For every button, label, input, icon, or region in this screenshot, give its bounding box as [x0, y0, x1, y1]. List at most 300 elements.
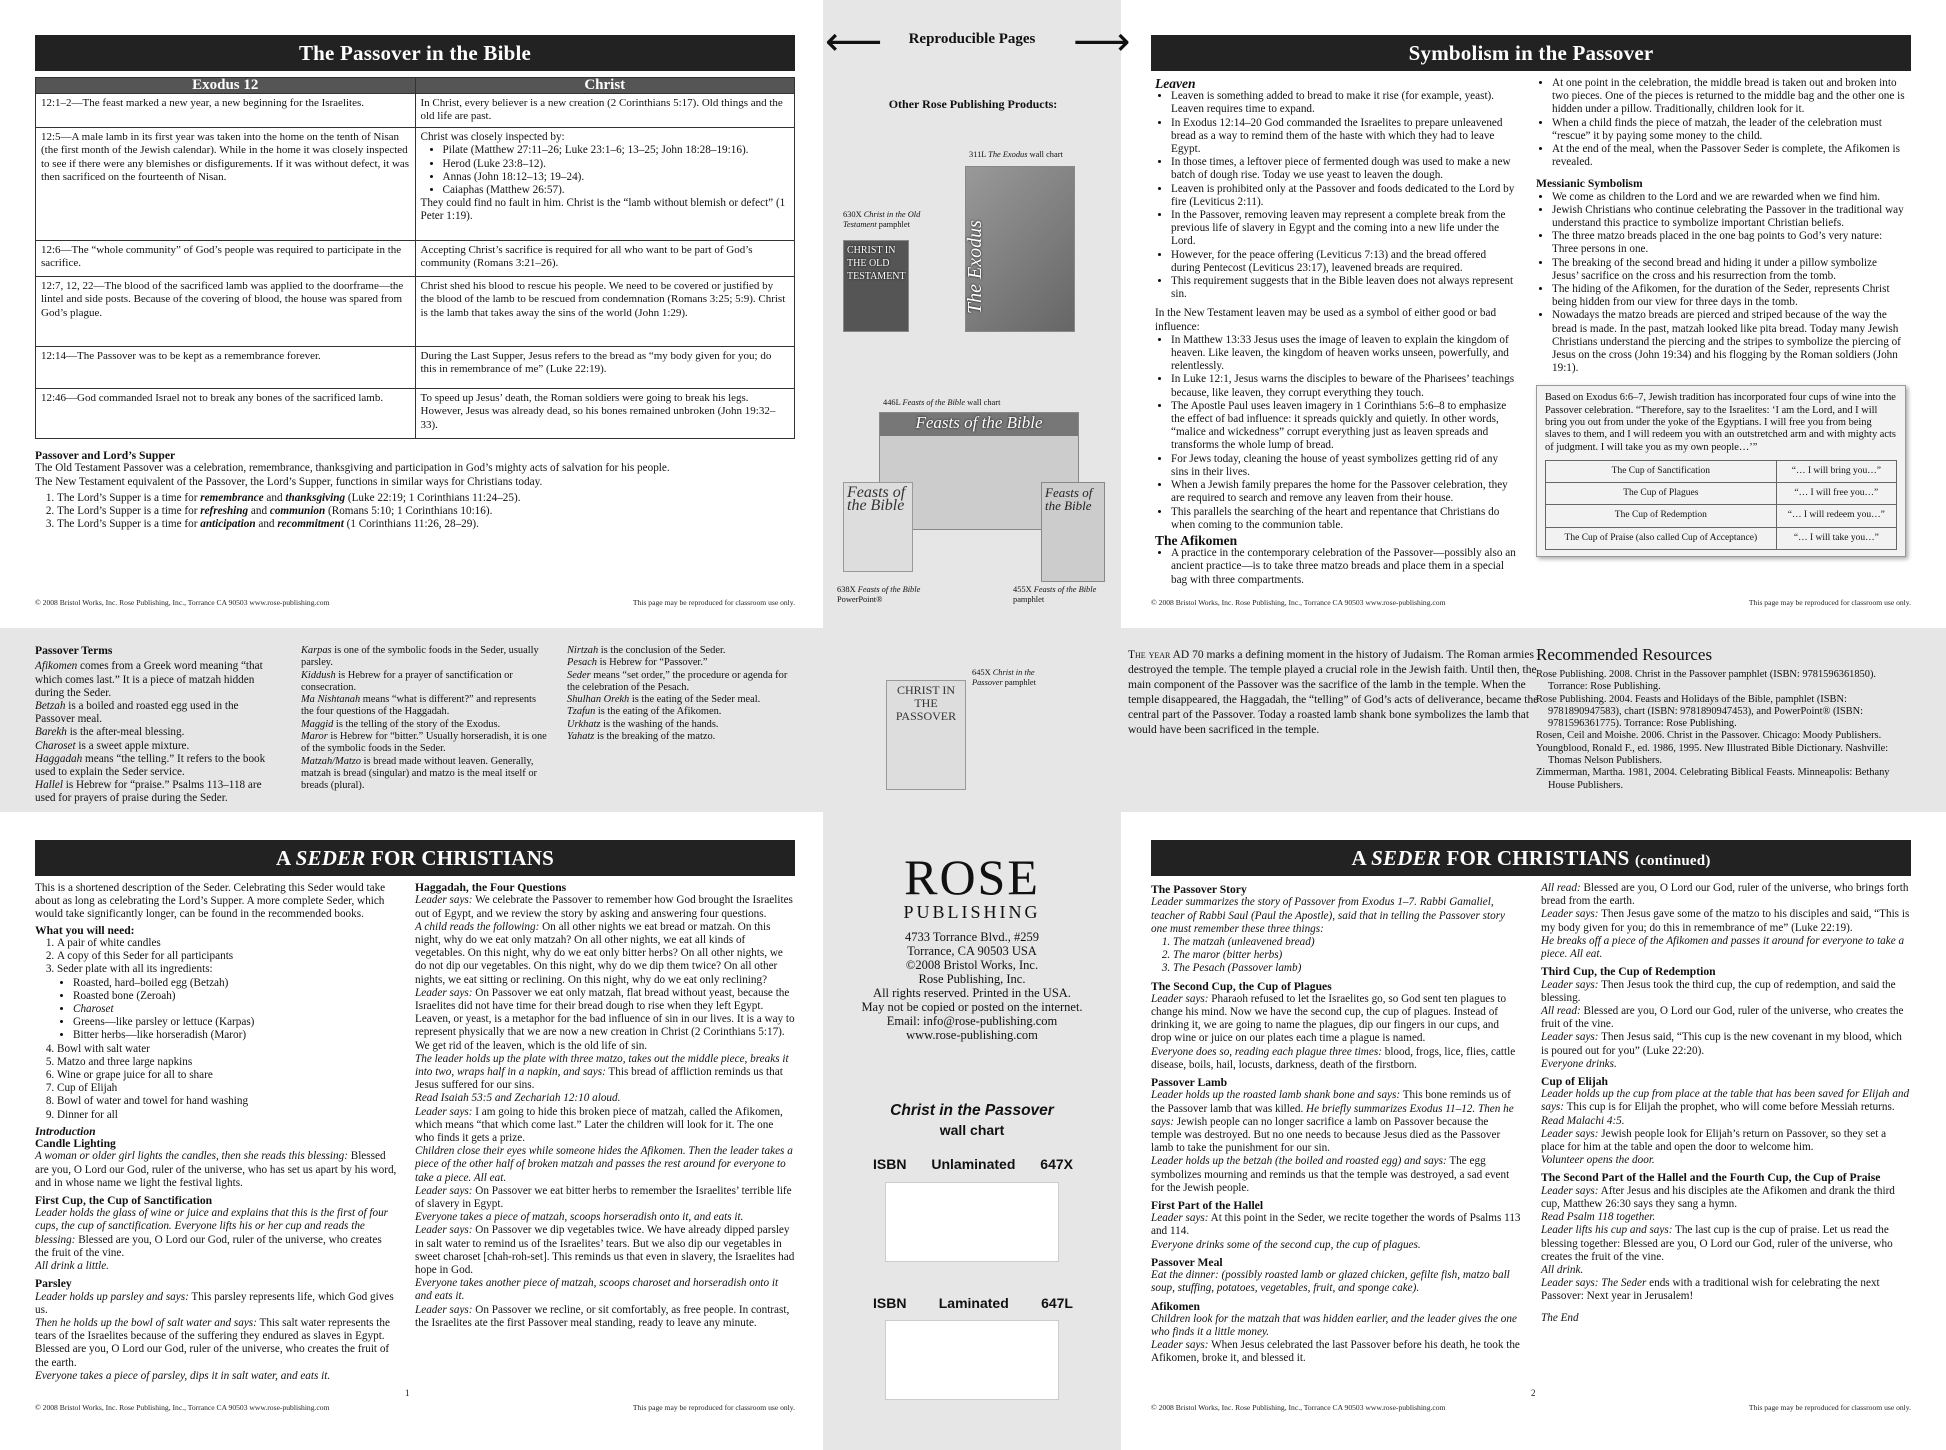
- text: (Luke 22:19; 1 Corinthians 11:24–25).: [345, 491, 521, 504]
- list-item: 6. Wine or grape juice for all to share: [57, 1069, 397, 1082]
- cup-name: The Cup of Redemption: [1546, 505, 1777, 527]
- parsley-text: [35, 1291, 397, 1317]
- reading: Pharaoh refused to let the Israelites go, so God sent ten plagues to change his mind. Now we have the second cup, the cup of plagues. Instead of drinking it, we are going to name the plagues, dip our fingers in our cups, and drop wine or juice on our plates each time a plague is named.: [1151, 992, 1507, 1045]
- direction: All read:: [1541, 882, 1581, 894]
- term-word: Pesach: [567, 657, 598, 669]
- term-def: is the breaking of the matzo.: [594, 731, 716, 743]
- emphasis: refreshing: [200, 505, 249, 518]
- direction: Leader says:: [1151, 1339, 1209, 1352]
- isbn-code: 647X: [1040, 1156, 1073, 1172]
- cup3-heading: Third Cup, the Cup of Redemption: [1541, 965, 1716, 979]
- page-footer: [35, 596, 795, 609]
- term: [567, 731, 795, 743]
- title-part: (continued): [1634, 853, 1711, 869]
- product-cover-455x: [1041, 482, 1105, 582]
- cup1-text: [35, 1207, 397, 1260]
- meal-text: Eat the dinner: (possibly roasted lamb or glazed chicken, gefilte fish, matzo ball soup, stuffing, potatoes, vegetables, fruit, and sponge cake).: [1151, 1269, 1510, 1295]
- direction: Leader says:: [1541, 1031, 1599, 1044]
- direction: Leader says:: [415, 1224, 473, 1237]
- haggadah-step: [415, 1106, 795, 1146]
- barcode-box-unlaminated: [885, 1182, 1059, 1262]
- list-item: • In Matthew 13:33 Jesus uses the image of leaven to explain the kingdom of heaven. Like leaven, the kingdom of heaven works unseen, powerfully, and relentlessly.: [1171, 334, 1517, 374]
- direction: All read:: [1541, 1004, 1581, 1017]
- title-part: FOR CHRISTIANS: [365, 846, 555, 870]
- text: and: [263, 491, 286, 504]
- kind: wall chart: [967, 398, 1001, 407]
- term: [35, 779, 281, 805]
- term: [35, 660, 281, 700]
- text: and: [255, 518, 278, 531]
- seder-page-1: [35, 840, 795, 1420]
- text: The Lord’s Supper is a time for: [57, 505, 201, 518]
- direction: Leader lifts his cup and says:: [1541, 1224, 1673, 1237]
- list-item: [57, 492, 795, 505]
- reading: This parsley represents life, which God gives us.: [35, 1290, 394, 1316]
- terms-column-2: [301, 645, 547, 793]
- cup-name: The Cup of Praise (also called Cup of Acceptance): [1546, 527, 1777, 549]
- isbn-code: 647L: [1041, 1295, 1073, 1311]
- list-item: • At the end of the meal, when the Passover Seder is complete, the Afikomen is revealed.: [1552, 143, 1906, 169]
- needs-list: [35, 937, 397, 1122]
- list-item: [57, 518, 795, 531]
- reading: On Passover we eat bitter herbs to remember the Israelites’ terrible life of slavery in Egypt.: [415, 1184, 792, 1210]
- cover-title: Feasts of the Bible: [915, 413, 1043, 432]
- reading: Then Jesus took the third cup, the cup of redemption, and said the blessing.: [1541, 978, 1896, 1004]
- code: 645X: [972, 668, 991, 677]
- column-header-exodus: Exodus 12: [36, 78, 416, 94]
- table-row: [1546, 460, 1897, 482]
- address-line: Email: info@rose-publishing.com: [886, 1014, 1058, 1028]
- haggadah-step: [415, 1092, 795, 1105]
- messianic-list: [1536, 191, 1906, 376]
- emphasis: communion: [269, 505, 326, 518]
- term: [301, 756, 547, 793]
- cups-table: [1545, 460, 1897, 550]
- term-def: is a sweet apple mixture.: [75, 739, 190, 752]
- text: The Lord’s Supper is a time for: [57, 518, 201, 531]
- term-def: comes from a Greek word meaning “that which comes last.” It is a piece of matzah hidden during the Seder.: [35, 660, 263, 699]
- column-header-christ: Christ: [415, 78, 795, 94]
- reading: Then Jesus said, “This cup is the new covenant in my blood, which is poured out for you” (Luke 22:20).: [1541, 1031, 1902, 1057]
- product-label-455x: [1013, 585, 1113, 605]
- direction: Read Malachi 4:5.: [1541, 1114, 1625, 1127]
- list-item: • A practice in the contemporary celebration of the Passover—possibly also an ancient practice—is to take three matzo breads and place them in a special bag with three compartments.: [1171, 547, 1517, 587]
- inspected-intro: Christ was closely inspected by:: [420, 131, 565, 144]
- term-def: is the after-meal blessing.: [66, 726, 185, 739]
- direction: Everyone takes another piece of matzah, scoops charoset and horseradish onto it and eats it.: [415, 1277, 779, 1303]
- haggadah-heading: Haggadah, the Four Questions: [415, 881, 567, 894]
- term-def: is the telling of the story of the Exodus.: [333, 718, 501, 730]
- direction: Then he holds up the bowl of salt water and says:: [35, 1316, 257, 1329]
- product-label-630x: [843, 210, 923, 230]
- haggadah-step: [415, 1211, 795, 1224]
- product-cover-311l: [965, 166, 1075, 332]
- name: Feasts of the Bible: [857, 585, 921, 594]
- list-item: • Jewish Christians who continue celebrating the Passover in the traditional way understand this practice to symbolize important Christian beliefs.: [1552, 204, 1906, 230]
- lords-supper-p2: The New Testament equivalent of the Passover, the Lord’s Supper, functions in similar ways for Christians today.: [35, 475, 543, 488]
- list-item: 1. The matzah (unleavened bread): [1173, 936, 1521, 949]
- table-row: [1546, 483, 1897, 505]
- step: [1541, 908, 1911, 934]
- reproduce-note: This page may be reproduced for classroom use only.: [632, 1402, 795, 1412]
- resource-item: Rosen, Ceil and Moishe. 2006. Christ in the Passover. Chicago: Moody Publishers.: [1536, 730, 1882, 742]
- nt-intro: In the New Testament leaven may be used as a symbol of either good or bad influence:: [1155, 307, 1497, 333]
- direction: He briefly summarizes Exodus 11–12. Then he says:: [1151, 1102, 1514, 1128]
- chart-subtitle: wall chart: [939, 1122, 1005, 1138]
- page-title: The Passover in the Bible: [35, 35, 795, 71]
- term: [567, 670, 795, 695]
- code: 455X: [1013, 585, 1032, 594]
- seder2-left-column: [1151, 882, 1521, 1366]
- ad70-paragraph: [1128, 648, 1548, 738]
- reading: On Passover we recline, or sit comfortably, as free people. In contrast, the Israelites ate the first Passover meal standing, ready to leave any minute.: [415, 1303, 790, 1329]
- direction: A woman or older girl lights the candles, then she reads this blessing:: [35, 1150, 348, 1163]
- kind: pamphlet: [878, 220, 910, 229]
- cover-title: CHRIST IN THE PASSOVER: [895, 683, 957, 724]
- reproduce-note: This page may be reproduced for classroom use only.: [632, 597, 795, 607]
- direction: Leader says:: [1151, 992, 1209, 1005]
- emphasis: recommitment: [277, 518, 344, 531]
- reproduce-note: This page may be reproduced for classroom use only.: [1748, 597, 1911, 607]
- step: [1151, 993, 1521, 1046]
- title-part: FOR CHRISTIANS: [1441, 846, 1635, 870]
- reproducible-pages: Reproducible Pages: [908, 31, 1036, 47]
- step: [1541, 1088, 1911, 1114]
- cup-quote: “… I will take you…”: [1776, 527, 1896, 549]
- address-line: All rights reserved. Printed in the USA.: [873, 986, 1071, 1000]
- story-heading: The Passover Story: [1151, 883, 1247, 896]
- direction: Everyone drinks.: [1541, 1057, 1617, 1070]
- reading: Jewish people look for Elijah’s return on Passover, so they set a place for him at the table and open the door to welcome him.: [1541, 1127, 1887, 1154]
- kind: wall chart: [1029, 150, 1063, 159]
- page-footer: [35, 1401, 795, 1414]
- list-item: 8. Bowl of water and towel for hand washing: [57, 1095, 397, 1108]
- reading: I am going to hide this broken piece of matzah, called the Afikomen, which means “that which come last.” Later the children will look for it. The one who finds it gets a prize.: [415, 1105, 783, 1144]
- table-row: [36, 94, 795, 128]
- isbn-unlaminated-row: [873, 1158, 1073, 1171]
- term-def: is a boiled and roasted egg used in the Passover meal.: [35, 699, 239, 726]
- recommended-resources: [1536, 645, 1916, 810]
- barcode-box-laminated: [885, 1320, 1059, 1400]
- direction: Leader holds up the betzah (the boiled and roasted egg) and says:: [1151, 1155, 1447, 1168]
- term: [567, 719, 795, 731]
- step: [1541, 1031, 1911, 1057]
- product-cover-638x: [843, 482, 913, 572]
- page-footer: [1151, 1401, 1911, 1414]
- product-label-446l: [883, 398, 1063, 408]
- title-part: A: [1351, 846, 1372, 870]
- symbolism-left-column: [1155, 77, 1517, 587]
- list-item: • For Jews today, cleaning the house of yeast symbolizes getting rid of any sins in their lives.: [1171, 453, 1517, 479]
- parsley-text-2: [35, 1317, 397, 1370]
- direction: Children look for the matzah that was hidden earlier, and the leader gives the one who finds it a little money.: [1151, 1312, 1517, 1339]
- list-item: • Charoset: [73, 1003, 397, 1016]
- term: [567, 657, 795, 669]
- address-line: May not be copied or posted on the internet.: [861, 1000, 1083, 1014]
- ad70-text: [1128, 648, 1548, 798]
- seder-page-2: [1151, 840, 1911, 1420]
- address-line: Torrance, CA 90503 USA: [907, 944, 1037, 958]
- direction: Leader holds the glass of wine or juice and explains that this is the first of four cups, the cup of sanctification. Everyone lifts his or her cup and reads the blessing:: [35, 1207, 389, 1246]
- nt-list: [1155, 334, 1517, 532]
- step: [1151, 1239, 1521, 1252]
- address-line: www.rose-publishing.com: [906, 1028, 1038, 1042]
- cup-name: The Cup of Sanctification: [1546, 460, 1777, 482]
- product-cover-630x: [843, 240, 909, 332]
- seder1-left-column: [35, 882, 397, 1383]
- step: [1541, 1005, 1911, 1031]
- direction: Volunteer opens the door.: [1541, 1154, 1655, 1167]
- publisher-address: [823, 930, 1121, 1042]
- list-item: • At one point in the celebration, the middle bread is taken out and broken into two pieces. One of the pieces is returned to the middle bag and the other one is hidden under a pillow. Traditionally, children look for it.: [1552, 77, 1906, 117]
- body: marks a defining moment in the history of Judaism. The Roman armies destroyed the temple. The temple played a crucial role in the Jewish faith. Until then, the main component of the Passover was the sacrifice of the lamb in the temple. When the temple disappeared, the Haggadah, the “telling” of God’s acts of deliverance, became the central part of the Passover. Today a roasted lamb shank bone symbolizes the lamb that would have been sacrificed in the temple.: [1128, 649, 1539, 736]
- table-cell: 12:46—God commanded Israel not to break any bones of the sacrificed lamb.: [36, 389, 416, 439]
- page-title: [1151, 840, 1911, 876]
- list-item: 2. The maror (bitter herbs): [1173, 949, 1521, 962]
- name: Christ in the Passover: [972, 668, 1035, 687]
- code: 446L: [883, 398, 901, 407]
- list-item: • In the Passover, removing leaven may represent a complete break from the previous life of slavery in Egypt and the coming into a new life under the Lord.: [1171, 209, 1517, 249]
- emphasis: remembrance: [200, 491, 264, 504]
- table-cell: During the Last Supper, Jesus refers to the bread as “my body given for you; do this in remembrance of me” (Luke 22:19).: [415, 347, 795, 389]
- copyright: © 2008 Bristol Works, Inc. Rose Publishing, Inc., Torrance CA 90503 www.rose-publishing.com: [35, 1402, 330, 1412]
- direction: Leader says:: [415, 1184, 473, 1197]
- table-row: [36, 277, 795, 347]
- seder2-right-column: [1541, 882, 1911, 1325]
- cup-quote: “… I will redeem you…”: [1776, 505, 1896, 527]
- list-item: • Roasted bone (Zeroah): [73, 990, 397, 1003]
- reading: Jewish people can no longer sacrifice a lamb on Passover because the temple was destroyed. But no one needs to because Jesus died as the Passover lamb to take the punishment for our sin.: [1151, 1115, 1501, 1155]
- list-item: • Leaven is something added to bread to make it rise (for example, yeast). Leaven requires time to expand.: [1171, 90, 1517, 116]
- term-def: means “what is different?” and represents the four questions of the Haggadah.: [301, 694, 536, 718]
- name: Feasts of the Bible: [902, 398, 966, 407]
- list-item: 1. A pair of white candles: [57, 937, 397, 950]
- table-cell: 12:1–2—The feast marked a new year, a new beginning for the Israelites.: [36, 94, 416, 128]
- direction: Read Psalm 118 together.: [1541, 1211, 1656, 1224]
- term-word: Seder: [567, 669, 591, 681]
- meal-heading: Passover Meal: [1151, 1255, 1223, 1269]
- direction: Leader says:: [1541, 1184, 1599, 1197]
- passover-in-bible-page: [35, 35, 795, 615]
- list-item: • The three matzo breads placed in the one bag points to God’s very nature: Three persons in one.: [1552, 230, 1906, 256]
- list-item: • Caiaphas (Matthew 26:57).: [443, 184, 790, 197]
- page-title: [35, 840, 795, 876]
- list-item: • The hiding of the Afikomen, for the duration of the Seder, represents Christ being hidden from our view for three days in the tomb.: [1552, 283, 1906, 309]
- haggadah-step: [415, 1185, 795, 1211]
- direction: A child reads the following:: [415, 920, 540, 933]
- table-row: [36, 241, 795, 277]
- reading: On all other nights we eat bread or matzah. On this night, why do we eat only matzah? On all other nights, we eat all kinds of vegetables. On this night, why do we eat only bitter herbs? On all other nights, we do not dip our vegetables. On this night, why do we dip them twice? On all other nights, we eat sitting or reclining. On this night, why do we eat only reclining?: [415, 920, 783, 986]
- list-item: 5. Matzo and three large napkins: [57, 1056, 397, 1069]
- term: [567, 645, 795, 657]
- direction: Leader says:: [1541, 978, 1599, 991]
- step: [1541, 1277, 1911, 1303]
- direction: Leader says:: [415, 1303, 473, 1316]
- term: [301, 719, 547, 731]
- term-word: Hallel: [35, 779, 63, 792]
- list-item: 2. A copy of this Seder for all participants: [57, 950, 397, 963]
- text: The Lord’s Supper is a time for: [57, 491, 201, 504]
- page-title: Symbolism in the Passover: [1151, 35, 1911, 71]
- term: [301, 731, 547, 756]
- reading: Blessed are you, O Lord our God, ruler of the universe, who creates the fruit of the vine.: [35, 1233, 382, 1259]
- term-word: Maror: [301, 731, 328, 743]
- direction: Leader says:: [415, 1105, 473, 1118]
- four-cups-box: [1536, 385, 1906, 556]
- reading: The last cup is the cup of praise. Let us read the blessing together: Blessed are you, O Lord our God, ruler of the universe, who creates the fruit of the vine.: [1541, 1224, 1893, 1263]
- cover-title: Feasts of the Bible: [1045, 485, 1093, 514]
- step: [1151, 1155, 1521, 1195]
- title-part: SEDER: [295, 846, 366, 870]
- arrow-right-icon: ⟶: [1073, 19, 1131, 65]
- products-panel: [823, 0, 1131, 628]
- term-def: is the conclusion of the Seder.: [598, 645, 726, 656]
- elijah-heading: Cup of Elijah: [1541, 1074, 1609, 1088]
- isbn-label: ISBN: [873, 1156, 907, 1172]
- direction: Leader says:: [1541, 908, 1599, 921]
- title-part: A: [275, 846, 296, 870]
- cover-title: CHRIST IN THE OLD TESTAMENT: [847, 245, 906, 283]
- other-products-heading: Other Rose Publishing Products:: [888, 97, 1058, 111]
- direction: Leader says:: [415, 986, 473, 999]
- term-word: Ma Nishtanah: [301, 694, 361, 706]
- step: [1541, 1128, 1911, 1154]
- arrow-left-icon: ⟵: [825, 19, 883, 65]
- publishing-logo: PUBLISHING: [903, 902, 1041, 922]
- list-item: • Pilate (Matthew 27:11–26; Luke 23:1–6; 13–25; John 18:28–19:16).: [443, 144, 790, 157]
- inspected-after: They could find no fault in him. Christ is the “lamb without blemish or defect” (1 Peter 1:19).: [420, 197, 786, 223]
- isbn-type: Unlaminated: [931, 1156, 1016, 1172]
- term-def: is Hebrew for “Passover.”: [597, 657, 708, 669]
- code: 630X: [843, 210, 862, 219]
- copyright: © 2008 Bristol Works, Inc. Rose Publishing, Inc., Torrance CA 90503 www.rose-publishing.com: [1151, 1402, 1446, 1412]
- direction: All drink.: [1541, 1263, 1584, 1276]
- reading: This bone reminds us of the Passover lamb that was killed.: [1151, 1089, 1511, 1115]
- parsley-end: Everyone takes a piece of parsley, dips it in salt water, and eats it.: [35, 1369, 331, 1382]
- step: [1541, 882, 1911, 908]
- publisher-panel: [823, 812, 1121, 1450]
- reading: Blessed are you, O Lord our God, ruler of the universe, who creates the fruit of the vine.: [1541, 1004, 1904, 1031]
- table-cell: 12:6—The “whole community” of God’s people was required to participate in the sacrifice.: [36, 241, 416, 277]
- terms-column-1: [35, 645, 281, 806]
- address-line: 4733 Torrance Blvd., #259: [905, 930, 1039, 944]
- list-item: • Nowadays the matzo breads are pierced and striped because of the way the bread is made. In the past, matzah looked like pita bread. Today many Jewish Christians understand the piercing and the stripes to symbolize the piercing of Jesus on the cross (John 19:34) and his flogging by the Roman soldiers (John 19:1).: [1552, 309, 1906, 375]
- name: Christ in the Old Testament: [843, 210, 921, 229]
- direction: Read Isaiah 53:5 and Zechariah 12:10 aloud.: [415, 1092, 621, 1105]
- cover-title: The Exodus: [964, 220, 986, 314]
- reading: The egg symbolizes mourning and reminds us that the temple was destroyed, a sad event for the Jewish people.: [1151, 1155, 1510, 1194]
- direction: Everyone does so, reading each plague three times:: [1151, 1045, 1382, 1058]
- term-word: Haggadah: [35, 752, 83, 765]
- symbolism-right-column: [1536, 77, 1906, 557]
- table-cell: [415, 128, 795, 241]
- lords-supper-heading: Passover and Lord’s Supper: [35, 449, 176, 463]
- haggadah-step: [415, 1304, 795, 1330]
- term: [35, 740, 281, 753]
- page-number: 1: [405, 1387, 410, 1398]
- term: [301, 694, 547, 719]
- list-item: • Roasted, hard–boiled egg (Betzah): [73, 977, 397, 990]
- haggadah-step: [415, 1053, 795, 1093]
- kind: pamphlet: [1013, 595, 1045, 604]
- resource-item: Zimmerman, Martha. 1981, 2004. Celebrating Biblical Feasts. Minneapolis: Bethany House Publishers.: [1536, 767, 1890, 791]
- haggadah-step: [415, 921, 795, 987]
- term-word: Nirtzah: [567, 645, 599, 656]
- term-word: Yahatz: [567, 731, 595, 743]
- direction: Leader says: The Seder: [1541, 1277, 1647, 1290]
- term-word: Kiddush: [301, 669, 336, 681]
- text: and: [248, 505, 270, 518]
- direction: Children close their eyes while someone hides the Afikomen. Then the leader takes a piece of the other half of broken matzah and passes the rest around for everyone to take a piece. All eat.: [415, 1145, 793, 1184]
- table-cell: To speed up Jesus’ death, the Roman soldiers were going to break his legs. However, Jesus was already dead, so his bones remained unbroken (John 19:32–33).: [415, 389, 795, 439]
- exodus-quote: Based on Exodus 6:6–7, Jewish tradition has incorporated four cups of wine into the Passover celebration. “Therefore, say to the Israelites: ‘I am the Lord, and I will bring you out from under the yoke of the Egyptians. I will free you from being slaves to them, and I will redeem you with an outstretched arm and with mighty acts of judgment. I will take you as my own people…’”: [1545, 392, 1896, 453]
- reading: At this point in the Seder, we recite together the words of Psalms 113 and 114.: [1151, 1212, 1521, 1238]
- resource-item: Rose Publishing. 2008. Christ in the Passover pamphlet (ISBN: 9781596361850). Torrance: Rose Publishing.: [1536, 669, 1876, 693]
- title-part: SEDER: [1371, 846, 1441, 870]
- product-label-638x: [837, 585, 937, 605]
- lead-in: The year AD 70: [1128, 649, 1204, 661]
- symbolism-page: [1151, 35, 1911, 615]
- reading: Then Jesus gave some of the matzo to his disciples and said, “This is my body given for you; do this in remembrance of me” (Luke 22:19).: [1541, 908, 1910, 934]
- page-number: 2: [1531, 1387, 1536, 1398]
- term: [567, 706, 795, 718]
- table-row: [1546, 527, 1897, 549]
- reading: Blessed are you, O Lord our God, ruler of the universe, who has set us apart by his word, and in whose name we light the festival lights.: [35, 1150, 397, 1189]
- term-word: Barekh: [35, 726, 67, 739]
- term-def: means “the telling.” It refers to the book used to explain the Seder service.: [35, 752, 266, 778]
- term-word: Maggid: [301, 718, 334, 730]
- list-item: • Bitter herbs—like horseradish (Maror): [73, 1029, 397, 1042]
- table-row: [36, 347, 795, 389]
- term: [567, 694, 795, 706]
- inspected-list: [421, 144, 790, 197]
- list-item: • Leaven is prohibited only at the Passover and foods dedicated to the Lord by fire (Leviticus 2:11).: [1171, 183, 1517, 209]
- story-text: Leader summarizes the story of Passover from Exodus 1–7. Rabbi Gamaliel, teacher of Rabbi Saul (Paul the Apostle), said that in telling the Passover story one must remember these three things:: [1151, 896, 1506, 935]
- list-item: 3. The Pesach (Passover lamb): [1173, 962, 1521, 975]
- term-word: Betzah: [35, 699, 66, 712]
- code: 638X: [837, 585, 856, 594]
- list-item: • When a child finds the piece of matzah, the leader of the celebration must “rescue” it by paying some money to the child.: [1552, 117, 1906, 143]
- haggadah-step: [415, 894, 795, 920]
- cup4-heading: The Second Part of the Hallel and the Fourth Cup, the Cup of Praise: [1541, 1171, 1881, 1185]
- list-item: 7. Cup of Elijah: [57, 1082, 397, 1095]
- step: [1541, 1264, 1911, 1277]
- list-item: • This parallels the searching of the heart and repentance that Christians do when coming to the communion table.: [1171, 506, 1517, 532]
- term-def: means “set order,” the procedure or agenda for the celebration of the Pesach.: [567, 669, 788, 693]
- resource-item: Rose Publishing. 2004. Feasts and Holidays of the Bible, pamphlet (ISBN: 9781890947583), chart (ISBN: 9781890947453), and PowerPoint® (ISBN: 9781596361775). Torrance: Rose Publishing.: [1536, 693, 1863, 730]
- lords-supper-p1: The Old Testament Passover was a celebration, remembrance, thanksgiving and participation in God’s mighty acts of salvation for his people.: [35, 462, 670, 475]
- list-item: • When a Jewish family prepares the home for the Passover celebration, they are required to search and remove any leaven from their house.: [1171, 479, 1517, 505]
- term-def: is Hebrew for “bitter.” Usually horseradish, it is one of the symbolic foods in the Seder.: [301, 731, 547, 755]
- step: [1151, 1313, 1521, 1339]
- reading: On Passover we eat only matzah, flat bread without yeast, because the Israelites did not have time for their bread dough to rise when they left Egypt. Leaven, or yeast, is a metaphor for the bad influence of sin in our lives. It is a way to represent physically that we are now a new creation in Christ (2 Corinthians 5:17). We get rid of the leaven, which is the old life of sin.: [415, 986, 795, 1052]
- term-word: Afikomen: [35, 660, 78, 673]
- term-word: Tzafun: [567, 706, 596, 718]
- seder1-right-column: [415, 882, 795, 1330]
- step: [1151, 1089, 1521, 1155]
- leaven-list: [1155, 90, 1517, 301]
- cup-quote: “… I will free you…”: [1776, 483, 1896, 505]
- reading: On Passover we dip vegetables twice. We have already dipped parsley in salt water to remind us of the Israelites’ tears. But we also dip our vegetables in sweet charoset [chah-roh-set]. This reminds us that even in slavery, the Israelites had hope in God.: [415, 1224, 795, 1276]
- needs-heading: What you will need:: [35, 923, 135, 937]
- intro-paragraph: This is a shortened description of the Seder. Celebrating this Seder would take about as long as celebrating the Lord’s Supper. A more complete Seder, which would take significantly longer, can be found in the recommended books.: [35, 882, 386, 921]
- direction: Leader holds up the cup from place at the table that has been saved for Elijah and says:: [1541, 1088, 1910, 1114]
- term-def: is bread made without leaven. Generally, matzah is bread (singular) and matzo is the meal itself or breads (plural).: [301, 755, 538, 792]
- step: [1541, 1211, 1911, 1224]
- terms-heading: Passover Terms: [35, 644, 113, 657]
- supper-list: [35, 492, 795, 532]
- reading: After Jesus and his disciples ate the Afikomen and drank the third cup, Matthew 26:30 says they sang a hymn.: [1541, 1184, 1895, 1210]
